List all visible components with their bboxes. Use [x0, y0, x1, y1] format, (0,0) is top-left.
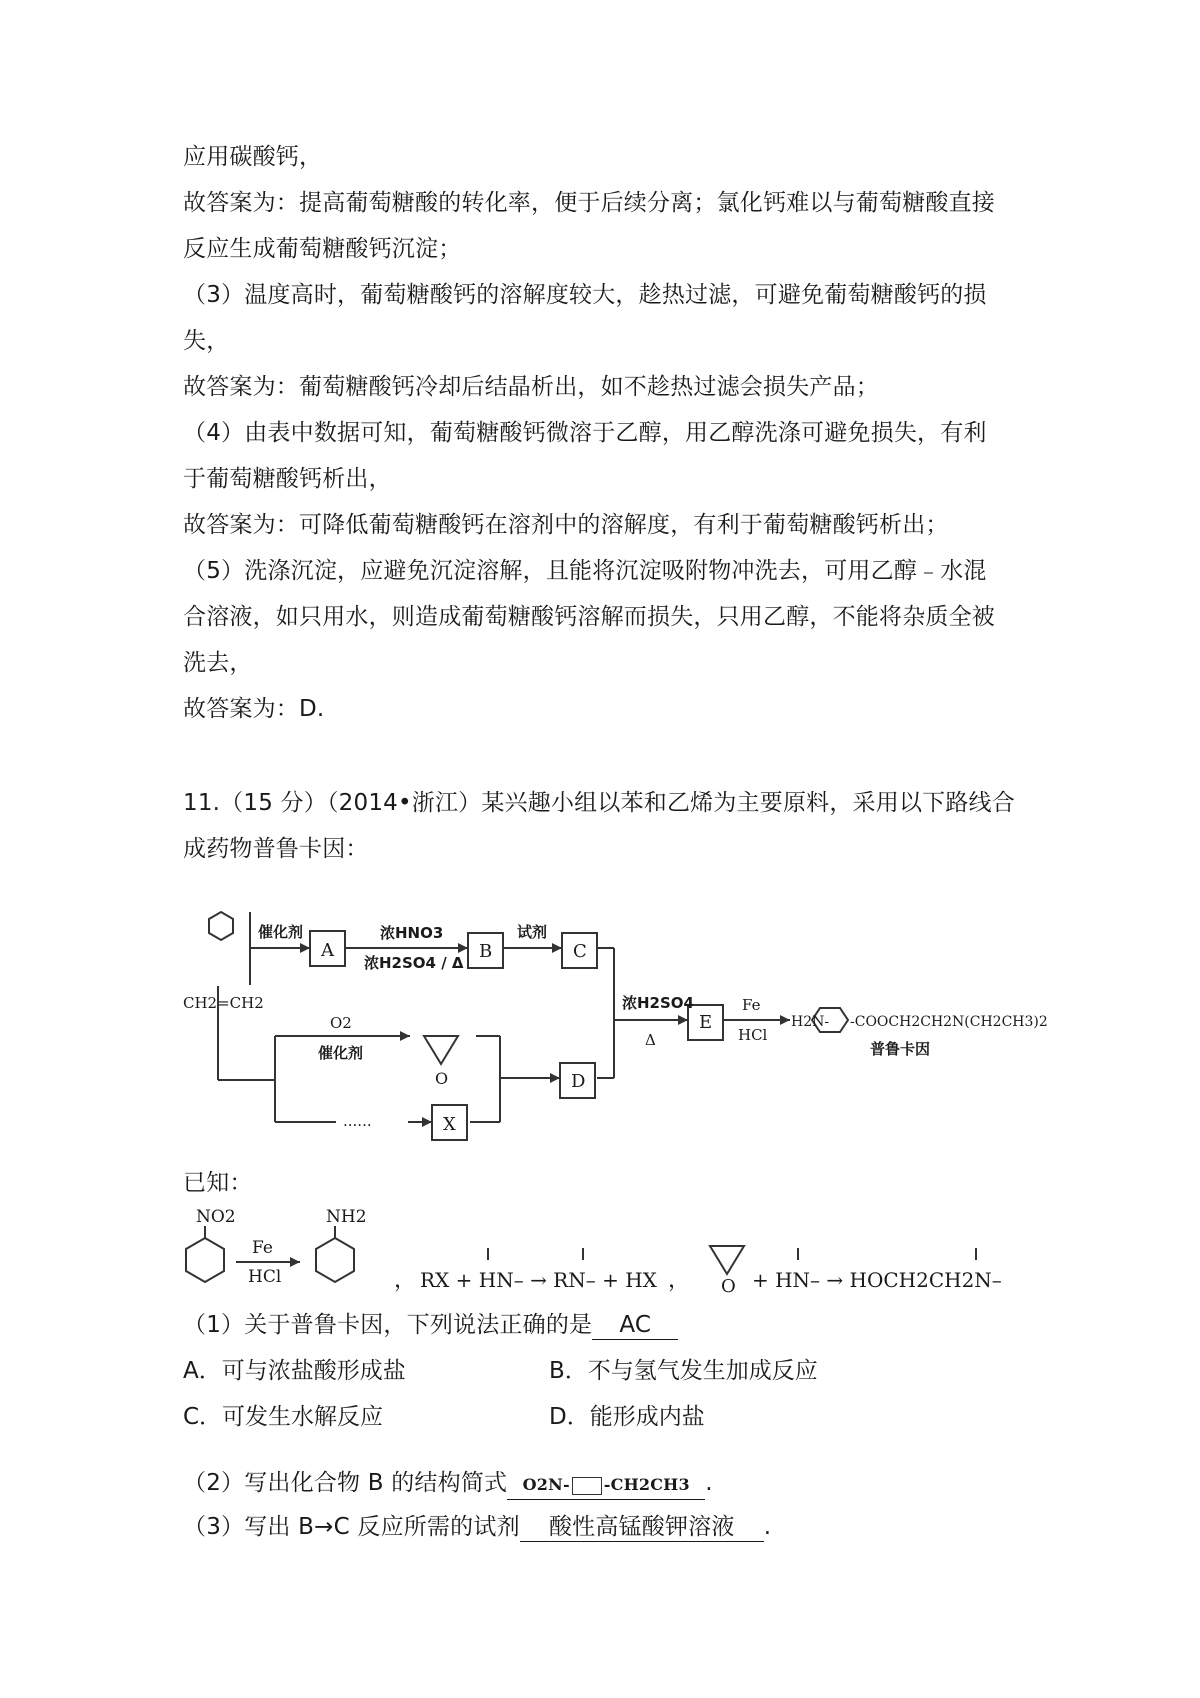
ethylene-label: CH2=CH2: [183, 994, 264, 1012]
epoxide-o-label: O: [435, 1069, 449, 1088]
q1-prompt: （1）关于普鲁卡因，下列说法正确的是: [183, 1312, 593, 1338]
known-fe-label: Fe: [252, 1238, 273, 1258]
comma-label: ，: [394, 1268, 417, 1293]
catalyst2-label: 催化剂: [318, 1044, 364, 1062]
option-a: A．可与浓盐酸形成盐: [183, 1358, 406, 1384]
box-d-label: D: [571, 1071, 586, 1092]
text-line: （4）由表中数据可知，葡萄糖酸钙微溶于乙醇，用乙醇洗涤可避免损失，有利: [183, 420, 987, 446]
q2-benzene-icon: [572, 1477, 602, 1495]
q2-prompt: （2）写出化合物 B 的结构简式: [183, 1470, 508, 1496]
hno3-label: 浓HNO3: [380, 924, 444, 942]
q1-answer: AC: [592, 1311, 678, 1340]
box-x-label: X: [443, 1114, 456, 1135]
box-a-label: A: [321, 940, 334, 961]
delta-label: Δ: [645, 1031, 656, 1049]
arrow-head: [290, 1257, 300, 1267]
q2-answer: [507, 1471, 705, 1500]
comma-label: ，: [668, 1268, 691, 1293]
text-line: 故答案为：葡萄糖酸钙冷却后结晶析出，如不趁热过滤会损失产品；: [183, 374, 879, 400]
option-b: B．不与氢气发生加成反应: [549, 1358, 818, 1384]
arrow-head: [300, 943, 310, 953]
q3-end: .: [763, 1514, 772, 1540]
h2so4-label: 浓H2SO4: [622, 994, 694, 1012]
text-line: 于葡萄糖酸钙析出，: [183, 466, 392, 492]
rxn2-label: RX + HN– → RN– + HX: [420, 1268, 657, 1292]
nitrobenzene-ring: [186, 1238, 224, 1282]
benzene-ring: [209, 912, 233, 940]
q2-answer-left: O2N-: [522, 1475, 570, 1494]
text-line: 故答案为：提高葡萄糖酸的转化率，便于后续分离；氯化钙难以与葡萄糖酸直接: [183, 190, 995, 216]
h2so4-heat-label: 浓H2SO4 / Δ: [364, 954, 464, 972]
question-title-cont: 成药物普鲁卡因：: [183, 836, 369, 862]
text-line: （5）洗涤沉淀，应避免沉淀溶解，且能将沉淀吸附物冲洗去，可用乙醇﹣水混: [183, 558, 987, 584]
dots-label: ......: [343, 1112, 372, 1130]
hcl-label: HCl: [738, 1026, 768, 1044]
arrow-head: [780, 1015, 790, 1025]
text-line: 反应生成葡萄糖酸钙沉淀；: [183, 236, 462, 262]
text-line: （3）温度高时，葡萄糖酸钙的溶解度较大，趁热过滤，可避免葡萄糖酸钙的损: [183, 282, 987, 308]
nh2-label: NH2: [326, 1207, 367, 1227]
o2-label: O2: [330, 1014, 352, 1032]
q3-prompt: （3）写出 B→C 反应所需的试剂: [183, 1514, 520, 1540]
q3-line: [183, 1512, 771, 1542]
box-b-label: B: [479, 941, 493, 962]
known-label: 已知：: [183, 1170, 253, 1196]
text-line: 故答案为：D.: [183, 696, 325, 722]
arrow-head: [422, 1117, 432, 1127]
arrow-head: [458, 943, 468, 953]
text-line: 合溶液，如只用水，则造成葡萄糖酸钙溶解而损失，只用乙醇，不能将杂质全被: [183, 604, 995, 630]
fe-label: Fe: [742, 996, 761, 1014]
known-hcl-label: HCl: [248, 1267, 282, 1287]
q3-answer: 酸性高锰酸钾溶液: [520, 1513, 764, 1542]
text-line: 应用碳酸钙，: [183, 144, 323, 170]
option-d: D．能形成内盐: [549, 1404, 705, 1430]
epoxide-ring: [424, 1036, 458, 1064]
rxn3-label: + HN– → HOCH2CH2N–: [752, 1268, 1002, 1292]
text-line: 故答案为：可降低葡萄糖酸钙在溶剂中的溶解度，有利于葡萄糖酸钙析出；: [183, 512, 949, 538]
text-line: 洗去，: [183, 650, 253, 676]
q1-line: [183, 1310, 678, 1340]
arrow-head: [400, 1031, 410, 1041]
box-e-label: E: [699, 1012, 713, 1033]
q2-line: [183, 1468, 713, 1500]
q2-end: .: [705, 1470, 713, 1496]
known-epoxide-o-label: O: [721, 1276, 736, 1297]
known-epoxide-ring: [710, 1246, 744, 1274]
product-name-label: 普鲁卡因: [870, 1040, 931, 1058]
product-left-label: H2N-: [791, 1014, 830, 1030]
box-c-label: C: [573, 941, 587, 962]
text-line: 失，: [183, 328, 230, 354]
reagent-label: 试剂: [517, 923, 548, 941]
option-c: C．可发生水解反应: [183, 1404, 384, 1430]
aniline-ring: [316, 1238, 354, 1282]
catalyst-label: 催化剂: [258, 923, 304, 941]
arrow-head: [552, 943, 562, 953]
product-right-label: -COOCH2CH2N(CH2CH3)2: [850, 1014, 1048, 1030]
arrow-head: [550, 1073, 560, 1083]
arrow-head: [678, 1015, 688, 1025]
no2-label: NO2: [196, 1207, 236, 1227]
question-title: 11.（15 分）（2014•浙江）某兴趣小组以苯和乙烯为主要原料，采用以下路线合: [183, 790, 1015, 816]
q2-answer-right: -CH2CH3: [603, 1475, 690, 1494]
